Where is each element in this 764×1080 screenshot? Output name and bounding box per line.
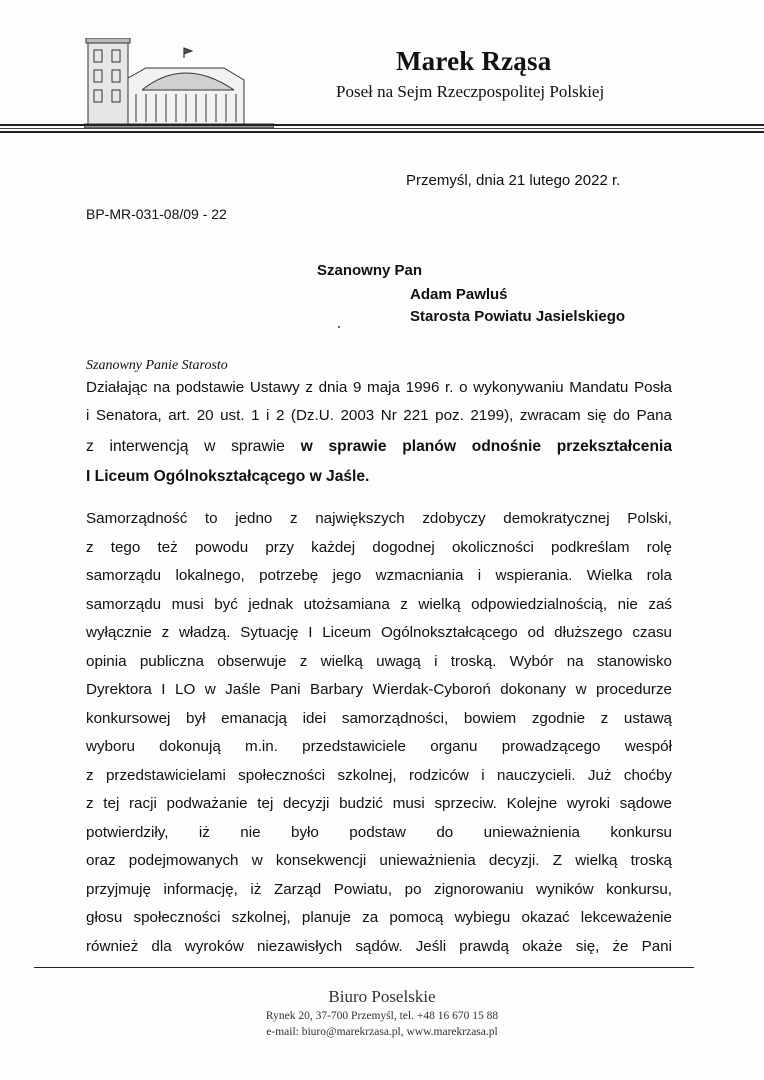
paragraph-line: głosu społeczności szkolnej, planuje za pomocą wybiegu okazać lekceważenie (86, 909, 672, 926)
paragraph-line: potwierdziły, iż nie było podstaw do unieważnienia konkursu (86, 824, 672, 841)
addressee-greeting: Szanowny Pan (317, 262, 423, 279)
salutation: Szanowny Panie Starosto (86, 358, 228, 373)
paragraph-line: wyboru dokonują m.in. przedstawiciele organu prowadzącego wespół (86, 738, 672, 755)
intro-line-2: i Senatora, art. 20 ust. 1 i 2 (Dz.U. 2003 Nr 221 poz. 2199), zwracam się do Pana (86, 407, 672, 424)
paragraph-line: przyjmuję informację, iż Zarząd Powiatu, po zignorowaniu wyników konkursu, (86, 881, 672, 898)
footer-title: Biuro Poselskie (328, 987, 436, 1006)
paragraph-line: opinia publiczna obserwuje z wielką uwagą i troską. Wybór na stanowisko (86, 653, 672, 670)
intro-line-4: I Liceum Ogólnokształcącego w Jaśle. (86, 468, 370, 485)
addressee-title: Starosta Powiatu Jasielskiego (410, 308, 626, 325)
scan-speck (338, 326, 340, 328)
header-divider (0, 124, 764, 133)
intro-line-3-bold: w sprawie planów odnośnie przekształcenia (300, 438, 672, 455)
paragraph-line: wyłącznie z władzą. Sytuację I Liceum Ogólnokształcącego od dłuższego czasu (86, 624, 672, 641)
paragraph-line: oraz podejmowanych w konsekwencji unieważnienia decyzji. Z wielką troską (86, 852, 672, 869)
sejm-building-icon (84, 38, 274, 138)
place-and-date: Przemyśl, dnia 21 lutego 2022 r. (406, 172, 621, 189)
paragraph-line: również dla wyroków niezawisłych sądów. Jeśli prawdą okaże się, że Pani (86, 938, 672, 955)
addressee-name: Adam Pawluś (410, 286, 508, 303)
sender-title: Poseł na Sejm Rzeczpospolitej Polskiej (336, 82, 605, 101)
reference-number: BP-MR-031-08/09 - 22 (86, 206, 227, 222)
paragraph-line: z tego też powodu przy każdej dogodnej okoliczności podkreślam rolę (86, 539, 672, 556)
footer-contact: e-mail: biuro@marekrzasa.pl, www.marekrzasa.pl (266, 1026, 498, 1038)
paragraph-line: z tej racji podważanie tej decyzji budzić musi sprzeciw. Kolejne wyroki sądowe (86, 795, 672, 812)
paragraph-line: z przedstawicielami społeczności szkolnej, rodziców i nauczycieli. Już choćby (86, 767, 672, 784)
intro-line-3 (86, 437, 672, 457)
sender-name: Marek Rząsa (396, 46, 552, 76)
intro-line-1: Działając na podstawie Ustawy z dnia 9 maja 1996 r. o wykonywaniu Mandatu Posła (86, 379, 672, 396)
paragraph-line: samorządu musi być jednak utożsamiana z wielką odpowiedzialnością, nie zaś (86, 596, 672, 613)
paragraph-line: konkursowej był emanacją idei samorządności, bowiem zgodnie z ustawą (86, 710, 672, 727)
intro-line-3-plain: z interwencją w sprawie (86, 438, 301, 455)
paragraph-line: Dyrektora I LO w Jaśle Pani Barbary Wierdak-Cyboroń dokonany w procedurze (86, 681, 672, 698)
paragraph-line: Samorządność to jedno z największych zdobyczy demokratycznej Polski, (86, 510, 672, 527)
footer-divider (34, 967, 694, 968)
paragraph-line: samorządu lokalnego, potrzebę jego wzmacniania i wspierania. Wielka rola (86, 567, 672, 584)
footer-address: Rynek 20, 37-700 Przemyśl, tel. +48 16 670 15 88 (265, 1010, 499, 1022)
